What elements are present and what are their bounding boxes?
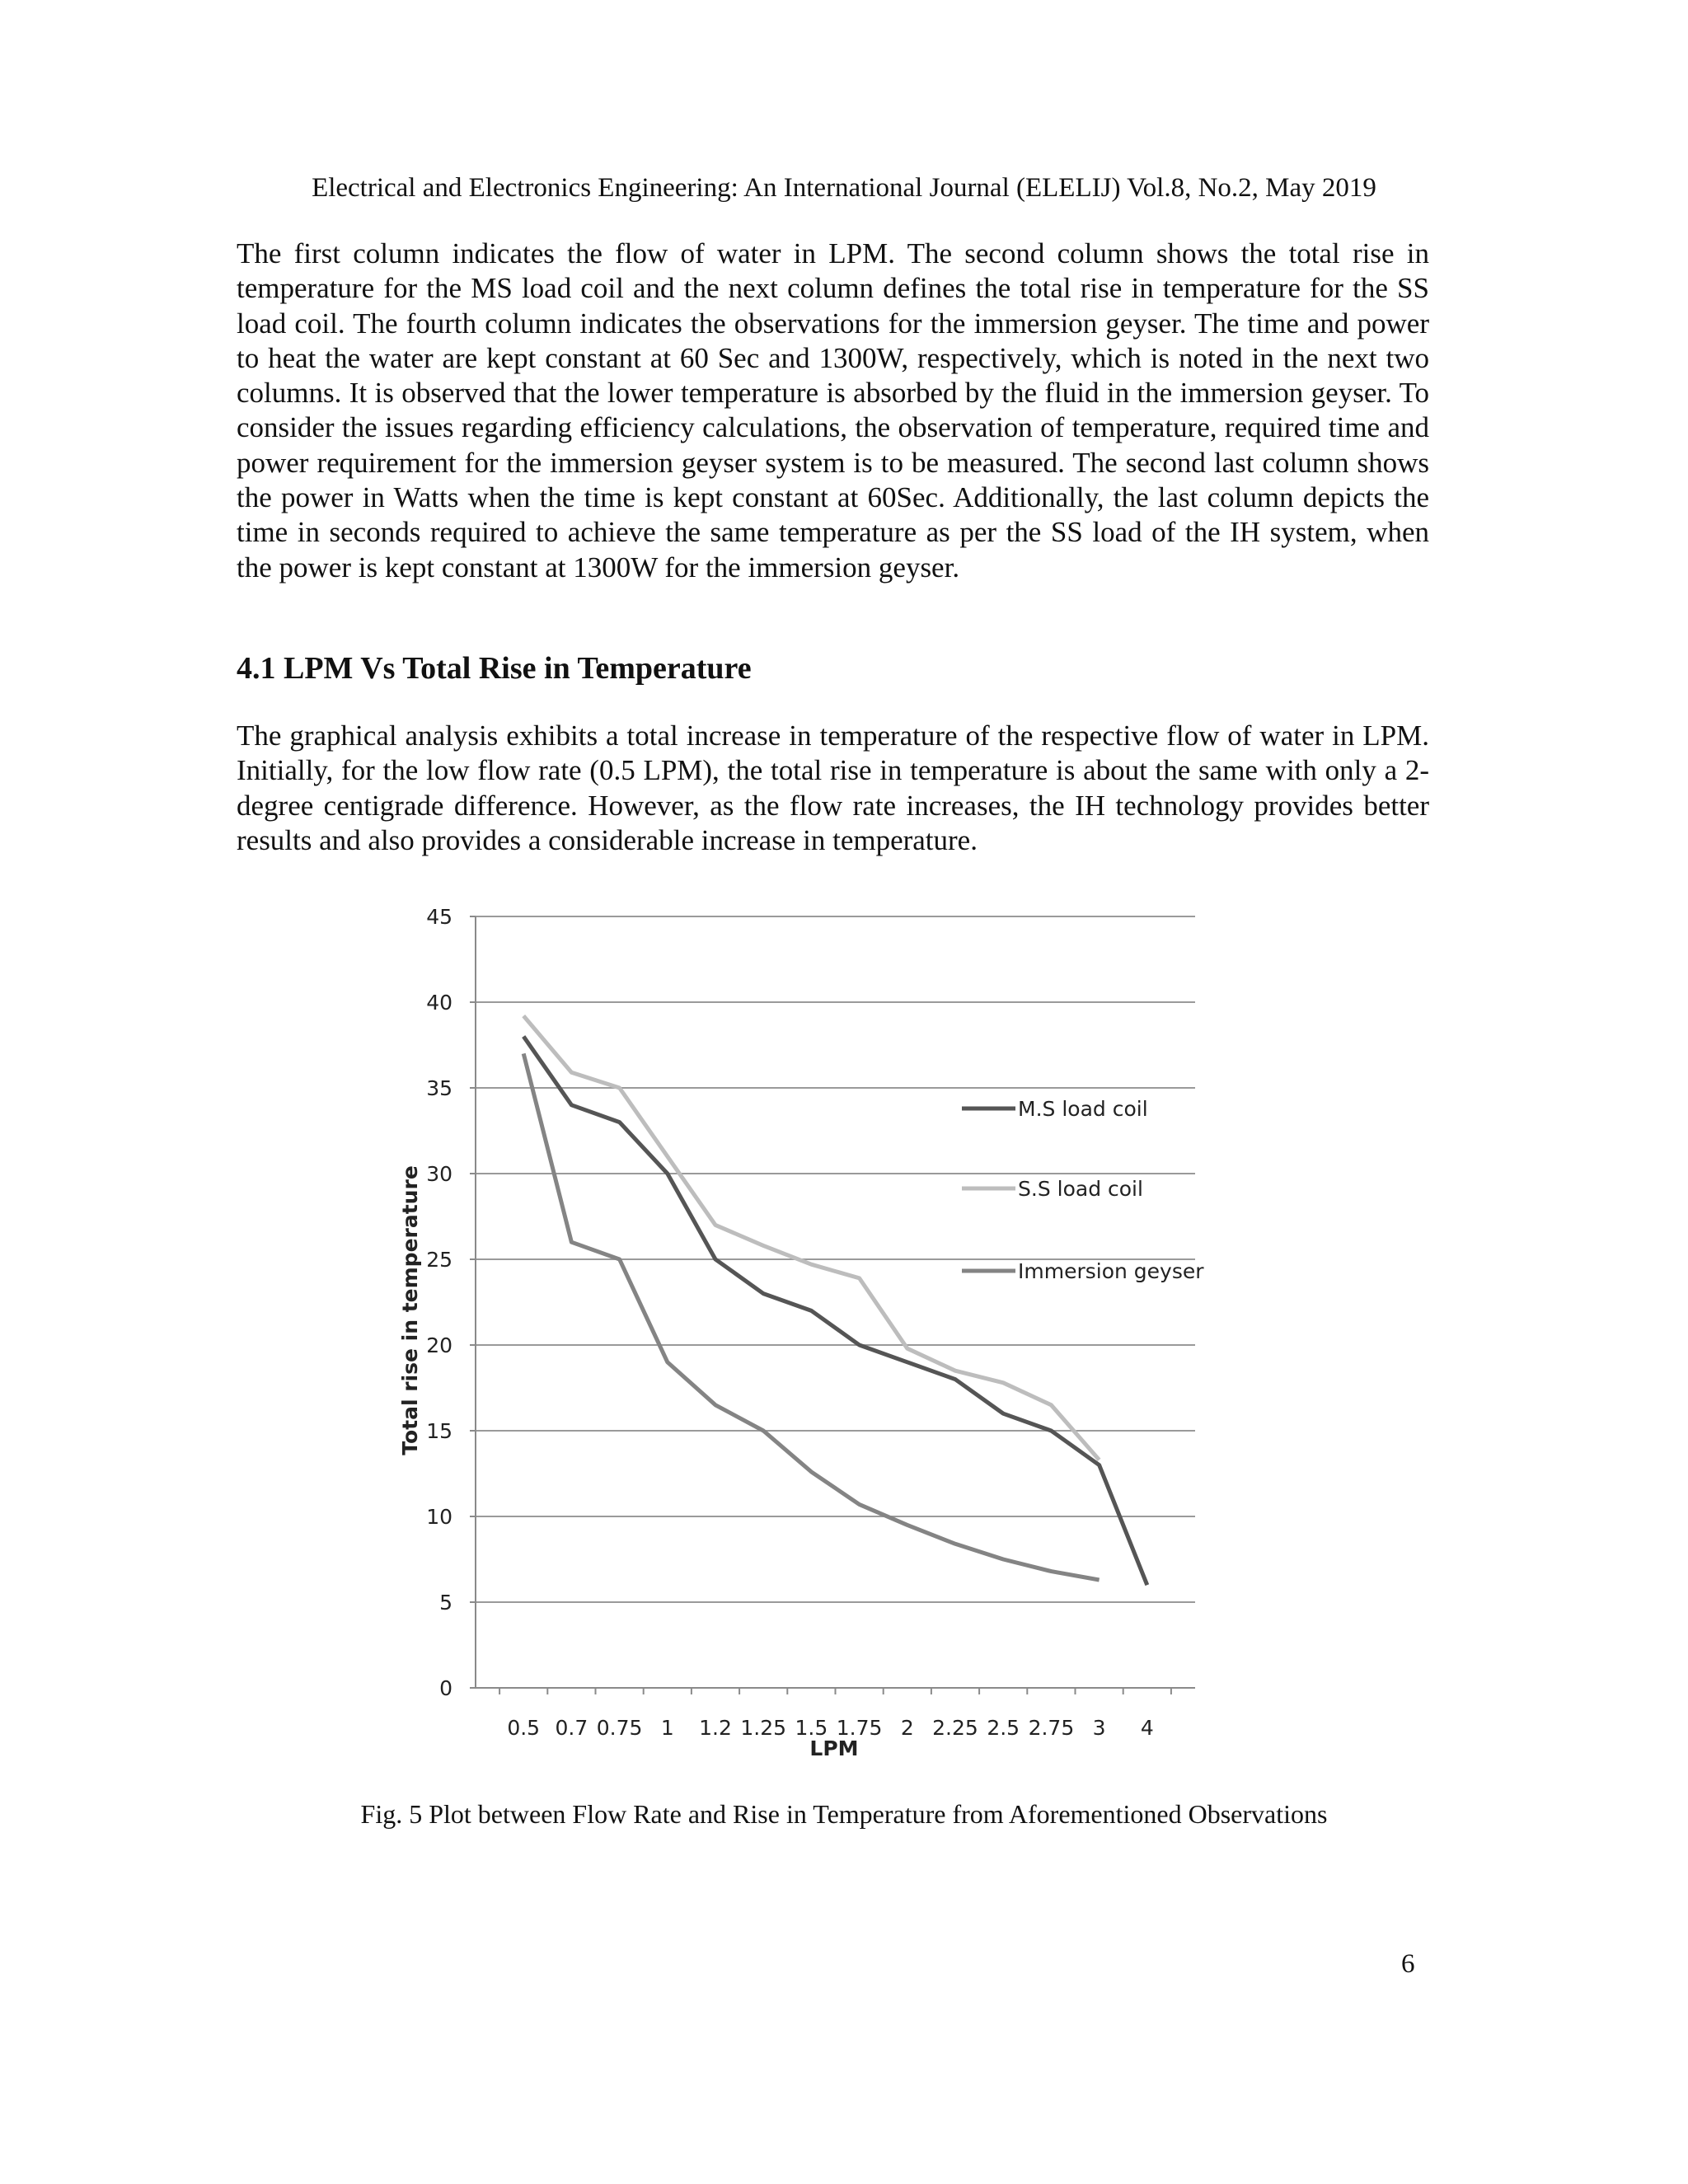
x-axis-label: LPM [809, 1736, 859, 1760]
x-tick-label-1.25: 1.25 [740, 1716, 787, 1740]
y-tick-label-35: 35 [426, 1076, 452, 1100]
y-tick-label-20: 20 [426, 1333, 452, 1357]
y-tick-label-10: 10 [426, 1505, 452, 1529]
section-heading: 4.1 LPM Vs Total Rise in Temperature [237, 651, 752, 686]
axes [426, 905, 1195, 1740]
x-tick-label-1.5: 1.5 [795, 1716, 828, 1740]
x-tick-label-0.7: 0.7 [555, 1716, 588, 1740]
y-axis-label: Total rise in temperature [398, 1165, 422, 1455]
legend-label-0: M.S load coil [1018, 1097, 1148, 1121]
y-tick-label-30: 30 [426, 1162, 452, 1186]
page-number: 6 [1401, 1949, 1415, 1979]
legend-label-1: S.S load coil [1018, 1177, 1143, 1201]
x-tick-label-1: 1 [660, 1716, 674, 1740]
body-paragraph-2: The graphical analysis exhibits a total increase in temperature of the respective flow of water in LPM. Initially, for the low flow rate (0.5 LPM), the total rise in temperature is about the same with only a 2-degree centigrade difference. However, as the flow rate increases, the IH technology provides better results and also provides a considerable increase in temperature. [237, 719, 1429, 856]
journal-header: Electrical and Electronics Engineering: An International Journal (ELELIJ) Vol.8, No.2, May 2019 [312, 173, 1376, 203]
x-tick-label-2: 2 [900, 1716, 914, 1740]
x-tick-label-2.75: 2.75 [1028, 1716, 1075, 1740]
y-tick-label-45: 45 [426, 905, 452, 929]
y-tick-label-15: 15 [426, 1419, 452, 1443]
x-tick-label-0.75: 0.75 [596, 1716, 643, 1740]
x-tick-label-1.75: 1.75 [836, 1716, 883, 1740]
x-tick-label-4: 4 [1140, 1716, 1154, 1740]
x-tick-label-0.5: 0.5 [507, 1716, 541, 1740]
x-tick-label-2.25: 2.25 [932, 1716, 978, 1740]
series-line-s-s-load-coil [523, 1016, 1099, 1460]
x-tick-label-2.5: 2.5 [987, 1716, 1020, 1740]
figure-caption: Fig. 5 Plot between Flow Rate and Rise in Temperature from Aforementioned Observations [360, 1799, 1328, 1829]
y-tick-label-0: 0 [439, 1676, 452, 1700]
y-tick-label-5: 5 [439, 1591, 452, 1615]
legend [962, 1097, 1204, 1283]
x-tick-label-1.2: 1.2 [699, 1716, 732, 1740]
legend-label-2: Immersion geyser [1018, 1259, 1204, 1283]
x-tick-label-3: 3 [1092, 1716, 1106, 1740]
y-tick-label-25: 25 [426, 1248, 452, 1272]
y-tick-label-40: 40 [426, 991, 452, 1015]
series-line-immersion-geyser [523, 1053, 1099, 1580]
line-chart [387, 898, 1236, 1772]
body-paragraph-1: The first column indicates the flow of water in LPM. The second column shows the total rise in temperature for the MS load coil and the next column defines the total rise in temperature for the SS load coil. The fourth column indicates the observations for the immersion geyser. The time and power to heat the water are kept constant at 60 Sec and 1300W, respectively, which is noted in the next two columns. It is observed that the lower temperature is absorbed by the fluid in the immersion geyser. To consider the issues regarding efficiency calculations, the observation of temperature, required time and power requirement for the immersion geyser system is to be measured. The second last column shows the power in Watts when the time is kept constant at 60Sec. Additionally, the last column depicts the time in seconds required to achieve the same temperature as per the SS load of the IH system, when the power is kept constant at 1300W for the immersion geyser. [237, 237, 1429, 583]
